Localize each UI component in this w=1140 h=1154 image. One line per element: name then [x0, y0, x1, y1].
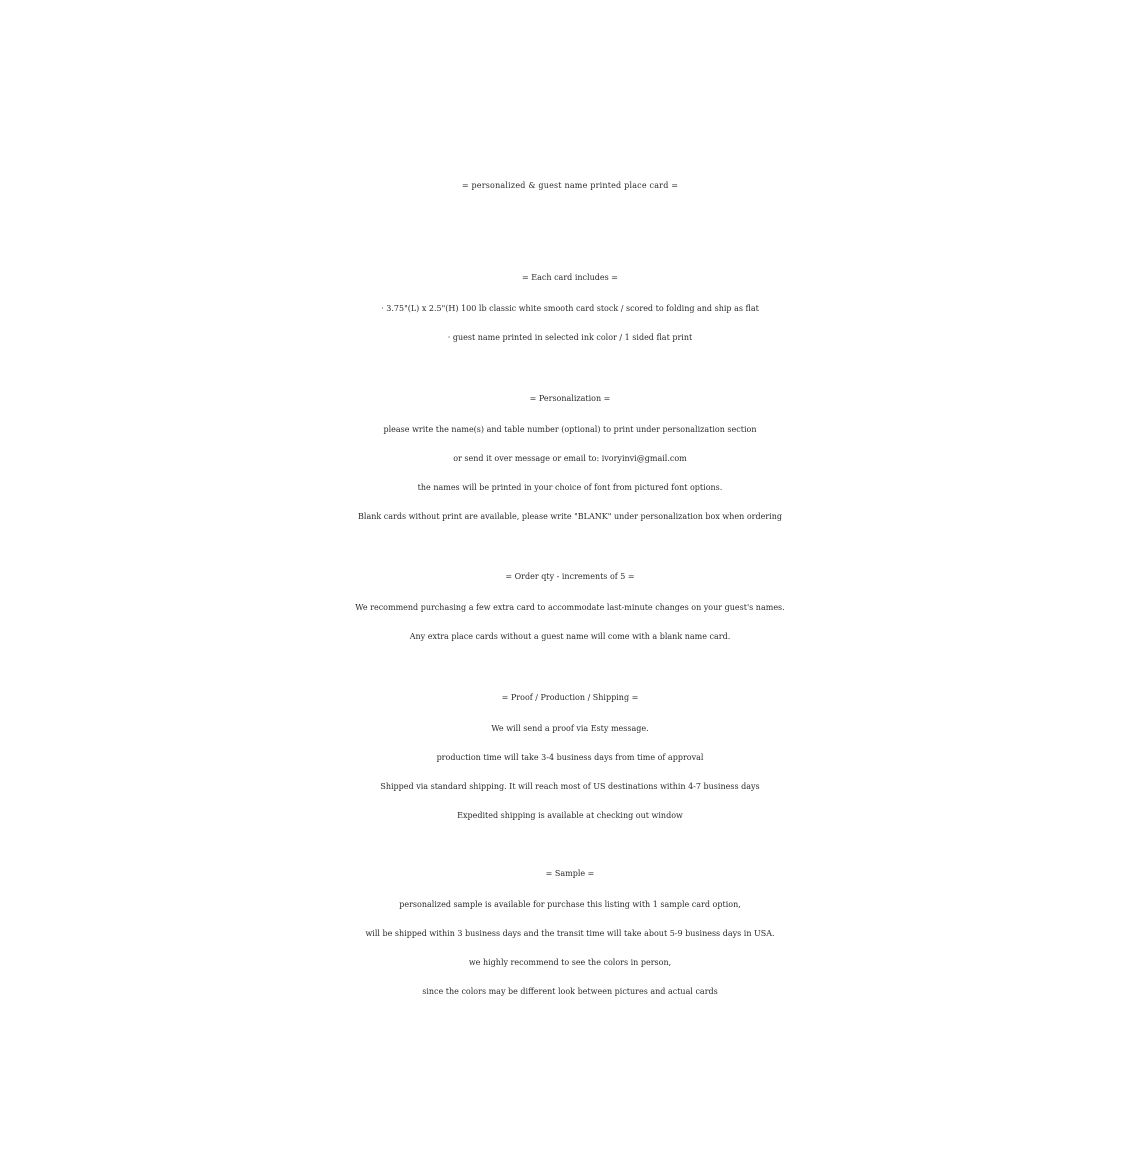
section-heading: = Sample = — [545, 869, 595, 878]
section-line: or send it over message or email to: ivoryinvi@gmail.com — [453, 454, 687, 463]
section-line: personalized sample is available for purchase this listing with 1 sample card option, — [399, 900, 741, 909]
section-sample — [0, 858, 1140, 1006]
section-line: · 3.75"(L) x 2.5"(H) 100 lb classic white smooth card stock / scored to folding and ship as flat — [381, 304, 759, 313]
section-personalization — [0, 383, 1140, 531]
section-proof-production-shipping — [0, 682, 1140, 830]
section-line: will be shipped within 3 business days and the transit time will take about 5-9 business days in USA. — [365, 929, 775, 938]
section-heading: = Personalization = — [529, 394, 611, 403]
section-heading: = Order qty - increments of 5 = — [505, 572, 635, 581]
section-heading: = Proof / Production / Shipping = — [501, 693, 639, 702]
section-line: Any extra place cards without a guest name will come with a blank name card. — [409, 632, 731, 641]
section-line: please write the name(s) and table number (optional) to print under personalization section — [383, 425, 757, 434]
section-line: Expedited shipping is available at checking out window — [457, 811, 683, 820]
section-line: · guest name printed in selected ink color / 1 sided flat print — [447, 333, 693, 342]
page-title: = personalized & guest name printed place card = — [461, 181, 679, 190]
section-heading: = Each card includes = — [522, 273, 618, 282]
section-order-qty — [0, 561, 1140, 651]
section-line: since the colors may be different look between pictures and actual cards — [422, 987, 718, 996]
section-line: we highly recommend to see the colors in person, — [468, 958, 672, 967]
section-card-includes — [0, 262, 1140, 352]
section-line: We will send a proof via Esty message. — [491, 724, 649, 733]
section-line: production time will take 3-4 business days from time of approval — [436, 753, 704, 762]
section-line: Shipped via standard shipping. It will reach most of US destinations within 4-7 business days — [380, 782, 760, 791]
section-line: Blank cards without print are available, please write "BLANK" under personalization box when ordering — [358, 512, 782, 521]
section-line: the names will be printed in your choice of font from pictured font options. — [417, 483, 723, 492]
section-line: We recommend purchasing a few extra card to accommodate last-minute changes on your guest's names. — [355, 603, 785, 612]
